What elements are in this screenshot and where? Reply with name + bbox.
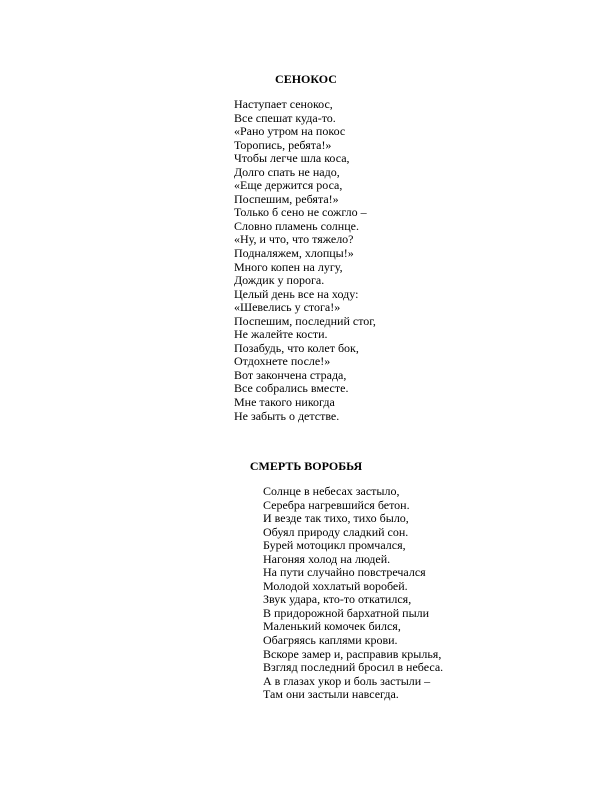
poem-line: Дождик у порога. <box>234 273 325 288</box>
poem-line: Обуял природу сладкий сон. <box>263 524 409 539</box>
poem-line: Много копен на лугу, <box>234 259 343 274</box>
poem-line: А в глазах укор и боль застыли – <box>263 673 431 688</box>
poem-line: «Ну, и что, что тяжело? <box>234 232 354 247</box>
poem-line: «Шевелись у стога!» <box>234 300 341 315</box>
poem-line: Словно пламень солнце. <box>234 218 359 233</box>
poem-line: Маленький комочек бился, <box>263 619 401 634</box>
poem-line: На пути случайно повстречался <box>263 565 426 580</box>
poem-line: Позабудь, что колет бок, <box>234 340 359 355</box>
poem-line: Целый день все на ходу: <box>234 286 359 301</box>
poem-body-smert-vorobya <box>263 485 443 702</box>
poem-line: Нагоняя холод на людей. <box>263 551 391 566</box>
poem-line: Вот закончена страда, <box>234 367 347 382</box>
poem-line: Поспешим, ребята!» <box>234 191 339 206</box>
poem-title-senokos: СЕНОКОС <box>275 72 337 86</box>
poem-line: Не забыть о детстве. <box>234 408 340 423</box>
poem-line: Обагряясь каплями крови. <box>263 633 398 648</box>
poem-line: Бурей мотоцикл промчался, <box>263 538 406 553</box>
poem-line: В придорожной бархатной пыли <box>263 605 430 620</box>
poem-line: «Рано утром на покос <box>234 124 346 139</box>
poem-line: Все собрались вместе. <box>234 381 349 396</box>
poem-line: Там они застыли навсегда. <box>263 687 399 702</box>
poem-line: Все спешат куда-то. <box>234 110 336 125</box>
poem-line: Только б сено не сожгло – <box>234 205 367 220</box>
poem-line: Долго спать не надо, <box>234 164 340 179</box>
poem-line: Поспешим, последний стог, <box>234 313 376 328</box>
poem-line: Молодой хохлатый воробей. <box>263 578 408 593</box>
poem-line: Солнце в небесах застыло, <box>263 484 400 498</box>
poem-line: И везде так тихо, тихо было, <box>263 511 409 526</box>
poem-line: Серебра нагревшийся бетон. <box>263 497 410 512</box>
poem-title-smert-vorobya: СМЕРТЬ ВОРОБЬЯ <box>249 459 363 473</box>
poem-line: Звук удара, кто-то откатился, <box>263 592 412 607</box>
poem-line: Отдохнете после!» <box>234 354 331 369</box>
poem-body-senokos <box>234 98 376 423</box>
poem-line: «Еще держится роса, <box>234 178 343 193</box>
poem-line: Чтобы легче шла коса, <box>234 151 350 166</box>
poem-line: Не жалейте кости. <box>234 327 328 342</box>
poem-line: Мне такого никогда <box>234 395 335 410</box>
poem-line: Подналяжем, хлопцы!» <box>234 246 354 261</box>
poem-line: Взгляд последний бросил в небеса. <box>263 660 444 675</box>
poem-line: Торопись, ребята!» <box>234 137 332 152</box>
poem-line: Наступает сенокос, <box>234 97 333 111</box>
poem-line: Вскоре замер и, расправив крылья, <box>263 646 442 661</box>
